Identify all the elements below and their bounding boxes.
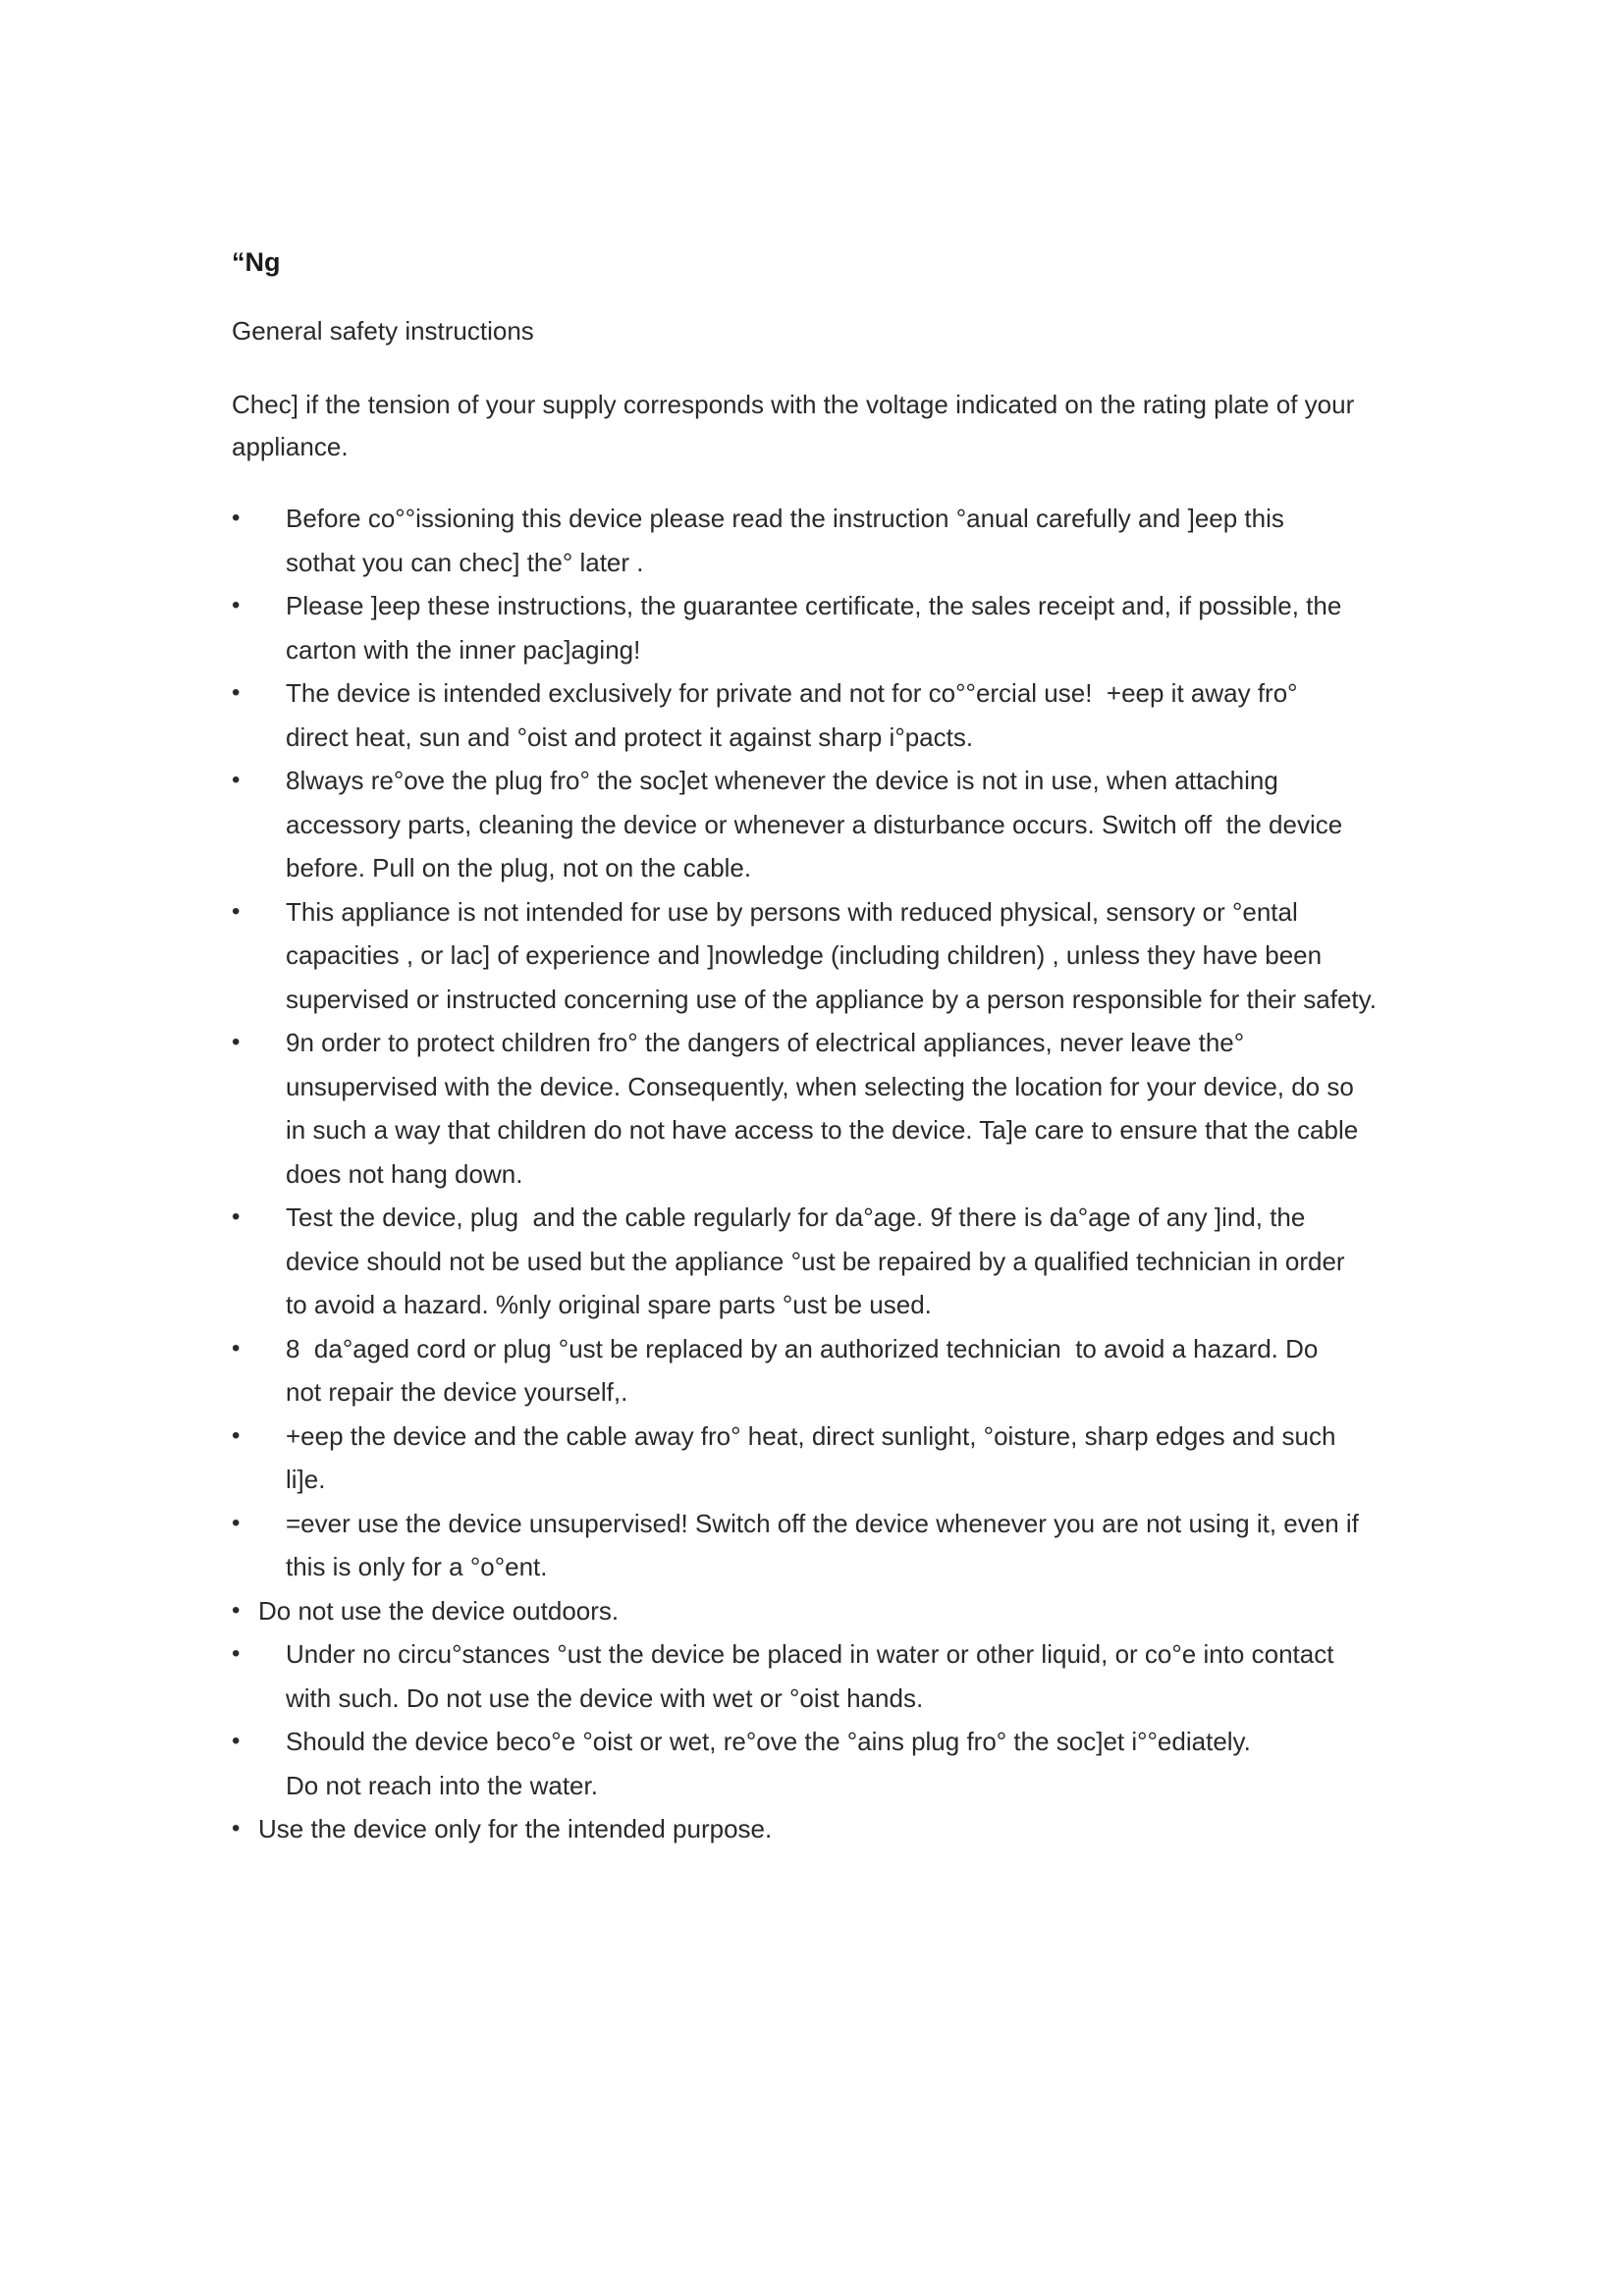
list-item <box>0 890 1624 1022</box>
bullet-glyph: • <box>232 592 241 618</box>
list-item <box>0 1589 1624 1633</box>
list-item-line: +eep the device and the cable away fro° heat, direct sunlight, °oisture, sharp edges and such <box>286 1420 1336 1451</box>
list-item-text <box>286 1502 1425 1589</box>
bullet-glyph: • <box>232 505 241 531</box>
list-item <box>0 671 1624 759</box>
bullet-glyph: • <box>232 1640 241 1667</box>
list-item-line: supervised or instructed concerning use of the appliance by a person responsible for their safety. <box>286 984 1377 1014</box>
list-item-line: this is only for a °o°ent. <box>286 1552 548 1581</box>
list-item <box>0 1327 1624 1415</box>
list-item-line: Before co°°issioning this device please read the instruction °anual carefully and ]eep this <box>286 504 1284 533</box>
list-item-line: unsupervised with the device. Consequently, when selecting the location for your device, do so <box>286 1071 1354 1101</box>
bullet-glyph: • <box>232 1334 241 1362</box>
list-item-line: Under no circu°stances °ust the device be placed in water or other liquid, or co°e into contact <box>286 1639 1334 1669</box>
list-item-line: with such. Do not use the device with wet or °oist hands. <box>286 1682 924 1713</box>
list-item-line: does not hang down. <box>286 1158 523 1189</box>
bullet-glyph: • <box>232 1815 241 1842</box>
list-item-line: sothat you can chec] the° later . <box>286 547 644 577</box>
list-item-line: before. Pull on the plug, not on the cable. <box>286 853 752 882</box>
list-item <box>0 1807 1624 1851</box>
list-item <box>0 1632 1624 1720</box>
list-item-text <box>258 1589 1397 1633</box>
bullet-glyph: • <box>232 1509 241 1536</box>
list-item-line: Do not reach into the water. <box>286 1770 598 1800</box>
list-item-line: device should not be used but the appliance °ust be repaired by a qualified technician in order <box>286 1246 1345 1276</box>
document-heading: “Ng <box>232 247 281 277</box>
list-item-line: Please ]eep these instructions, the guarantee certificate, the sales receipt and, if possible, the <box>286 591 1342 620</box>
list-item <box>0 584 1624 671</box>
list-item-line: The device is intended exclusively for private and not for co°°ercial use! +eep it away fro° <box>286 678 1298 708</box>
list-item-line: li]e. <box>286 1465 326 1494</box>
list-item-text <box>286 890 1425 1022</box>
list-item-text <box>286 1632 1425 1720</box>
bullet-glyph: • <box>232 1421 241 1449</box>
list-item-text <box>286 759 1425 890</box>
list-item-text <box>258 1807 1397 1851</box>
bullet-glyph: • <box>232 679 241 706</box>
list-item <box>0 1415 1624 1502</box>
list-item <box>0 1502 1624 1589</box>
list-item-line: Test the device, plug and the cable regularly for da°age. 9f there is da°age of any ]ind, the <box>286 1202 1306 1232</box>
list-item-text <box>286 1196 1425 1327</box>
list-item-line: direct heat, sun and °oist and protect it against sharp i°pacts. <box>286 721 974 752</box>
list-item-line: Use the device only for the intended purpose. <box>258 1814 773 1843</box>
list-item-text <box>286 1021 1425 1196</box>
section-title: General safety instructions <box>232 316 534 346</box>
list-item-line: accessory parts, cleaning the device or whenever a disturbance occurs. Switch off the device <box>286 809 1343 839</box>
bullet-glyph: • <box>232 1203 241 1230</box>
list-item-text <box>286 1415 1425 1502</box>
list-item-line: 8 da°aged cord or plug °ust be replaced by an authorized technician to avoid a hazard. Do <box>286 1333 1319 1363</box>
list-item-text <box>286 1720 1425 1807</box>
list-item-line: 8lways re°ove the plug fro° the soc]et whenever the device is not in use, when attaching <box>286 766 1278 795</box>
list-item-line: carton with the inner pac]aging! <box>286 634 641 665</box>
intro-paragraph: Chec] if the tension of your supply corresponds with the voltage indicated on the rating plate of your appliance. <box>232 390 1355 461</box>
list-item <box>0 759 1624 890</box>
list-item-line: =ever use the device unsupervised! Switch off the device whenever you are not using it, even if <box>286 1508 1359 1538</box>
list-item-line: in such a way that children do not have access to the device. Ta]e care to ensure that the cable <box>286 1115 1359 1145</box>
list-item-line: capacities , or lac] of experience and ]nowledge (including children) , unless they have been <box>286 940 1323 970</box>
list-item-text <box>286 671 1425 759</box>
list-item <box>0 1196 1624 1327</box>
safety-instructions-list <box>0 497 1624 1851</box>
list-item-text <box>286 497 1425 584</box>
list-item <box>0 497 1624 584</box>
list-item <box>0 1021 1624 1196</box>
list-item-line: to avoid a hazard. %nly original spare parts °ust be used. <box>286 1290 932 1319</box>
list-item-line: 9n order to protect children fro° the dangers of electrical appliances, never leave the° <box>286 1028 1245 1057</box>
bullet-glyph: • <box>232 1596 241 1624</box>
list-item-line: This appliance is not intended for use by persons with reduced physical, sensory or °ental <box>286 896 1298 927</box>
list-item-line: Should the device beco°e °oist or wet, re°ove the °ains plug fro° the soc]et i°°ediately. <box>286 1727 1251 1756</box>
list-item-line: not repair the device yourself,. <box>286 1377 628 1407</box>
list-item-text <box>286 1327 1425 1415</box>
list-item <box>0 1720 1624 1807</box>
list-item-text <box>286 584 1425 671</box>
bullet-glyph: • <box>232 1728 241 1754</box>
bullet-glyph: • <box>232 767 241 793</box>
bullet-glyph: • <box>232 1029 241 1055</box>
bullet-glyph: • <box>232 897 241 925</box>
list-item-line: Do not use the device outdoors. <box>258 1595 620 1626</box>
